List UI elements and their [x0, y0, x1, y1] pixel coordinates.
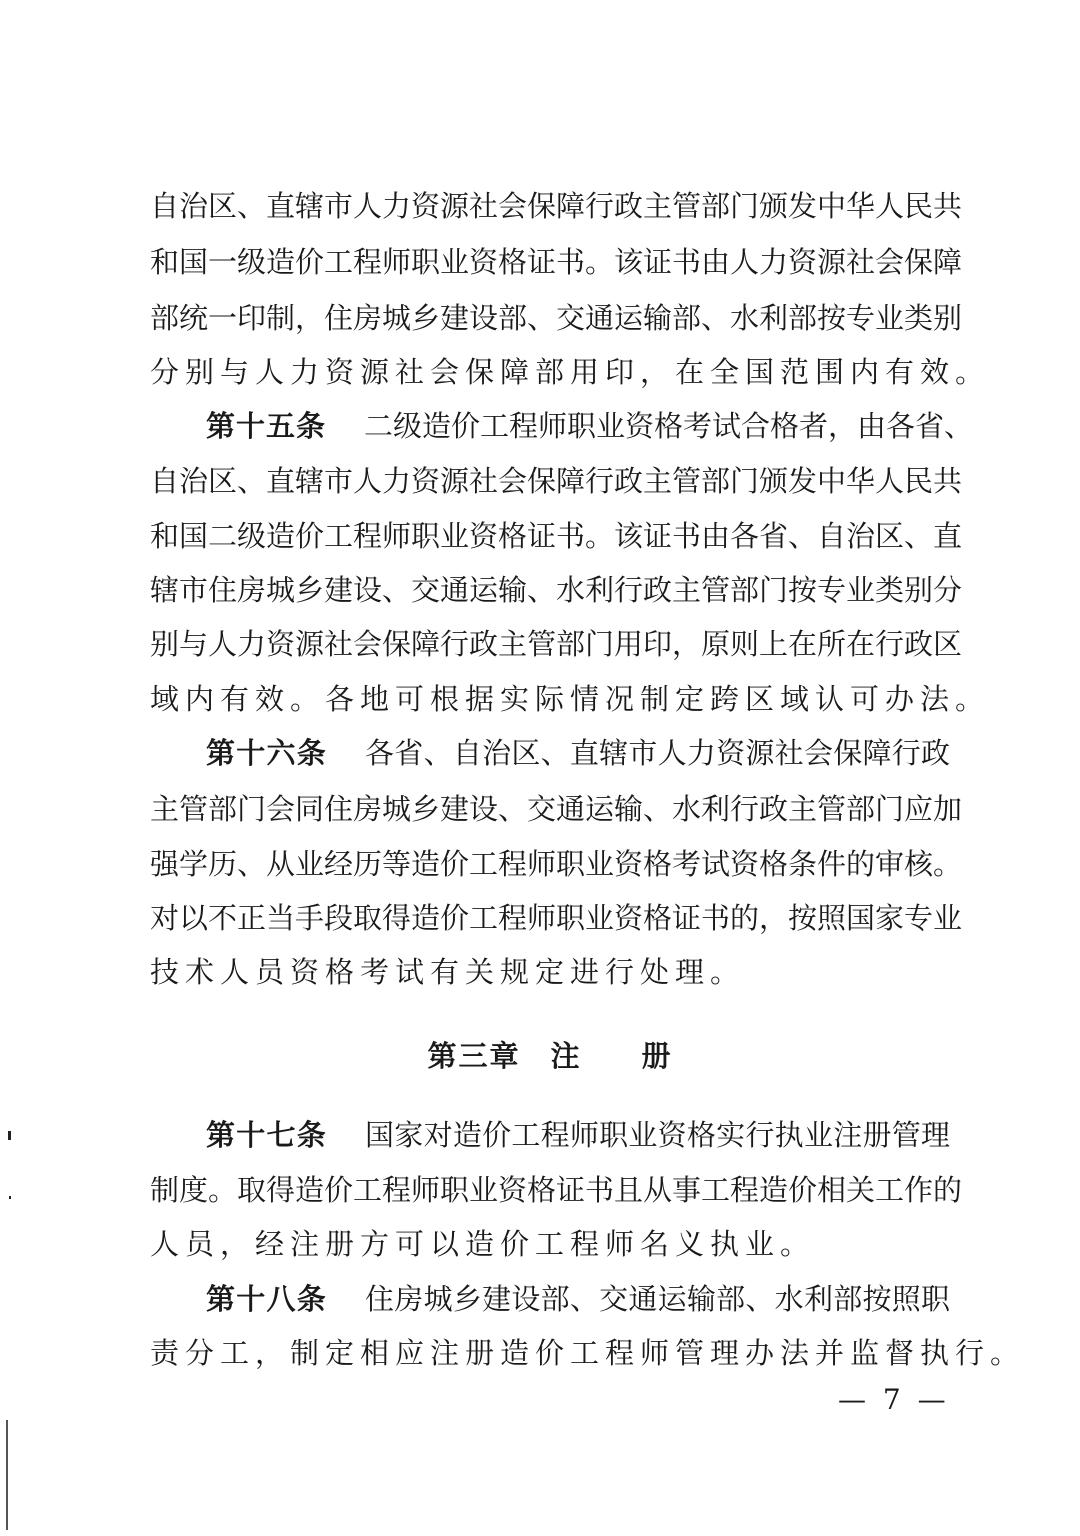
text-line: 域内有效。各地可根据实际情况制定跨区域认可办法。 — [150, 682, 991, 716]
article-17-title: 第十七条 — [206, 1118, 328, 1152]
text-line: 制度。取得造价工程师职业资格证书且从事工程造价相关工作的 — [150, 1173, 963, 1207]
text-line: 对以不正当手段取得造价工程师职业资格证书的，按照国家专业 — [150, 901, 963, 935]
text-line: 主管部门会同住房城乡建设、交通运输、水利行政主管部门应加 — [150, 792, 963, 826]
article-15-text: 二级造价工程师职业资格考试合格者，由各省、 — [364, 409, 974, 443]
text-line: 和国二级造价工程师职业资格证书。该证书由各省、自治区、直 — [150, 519, 963, 553]
article-16-text: 各省、自治区、直辖市人力资源社会保障行政 — [365, 736, 950, 770]
article-15-title: 第十五条 — [206, 409, 327, 443]
article-18-title: 第十八条 — [206, 1282, 328, 1316]
chapter-number: 第三章 — [427, 1039, 521, 1073]
scan-mark — [9, 1196, 11, 1199]
article-18-text: 住房城乡建设部、交通运输部、水利部按照职 — [365, 1282, 950, 1316]
text-line: 和国一级造价工程师职业资格证书。该证书由人力资源社会保障 — [150, 245, 963, 279]
scan-edge-line — [6, 1420, 8, 1530]
text-line: 部统一印制，住房城乡建设部、交通运输部、水利部按专业类别 — [150, 301, 963, 335]
chapter-heading — [0, 1038, 1080, 1074]
article-16-first-line — [206, 735, 950, 771]
text-line: 责分工，制定相应注册造价工程师管理办法并监督执行。 — [150, 1336, 1026, 1370]
text-line: 辖市住房城乡建设、交通运输、水利行政主管部门按专业类别分 — [150, 573, 963, 607]
text-line: 别与人力资源社会保障行政主管部门用印，原则上在所在行政区 — [150, 627, 963, 661]
article-15-first-line — [206, 408, 974, 444]
text-line: 自治区、直辖市人力资源社会保障行政主管部门颁发中华人民共 — [150, 189, 963, 223]
chapter-title-part-2: 册 — [641, 1039, 673, 1073]
text-line: 自治区、直辖市人力资源社会保障行政主管部门颁发中华人民共 — [150, 464, 963, 498]
article-17-text: 国家对造价工程师职业资格实行执业注册管理 — [365, 1118, 950, 1152]
article-18-first-line — [206, 1281, 950, 1317]
article-16-title: 第十六条 — [206, 736, 328, 770]
text-line: 强学历、从业经历等造价工程师职业资格考试资格条件的审核。 — [150, 847, 963, 881]
text-line: 人员，经注册方可以造价工程师名义执业。 — [150, 1227, 816, 1261]
page-number: — 7 — — [838, 1383, 950, 1416]
article-17-first-line — [206, 1117, 950, 1153]
text-line: 技术人员资格考试有关规定进行处理。 — [150, 955, 746, 989]
chapter-title-part-1: 注 — [550, 1039, 582, 1073]
scan-mark — [8, 1131, 11, 1140]
text-line: 分别与人力资源社会保障部用印，在全国范围内有效。 — [150, 355, 991, 389]
